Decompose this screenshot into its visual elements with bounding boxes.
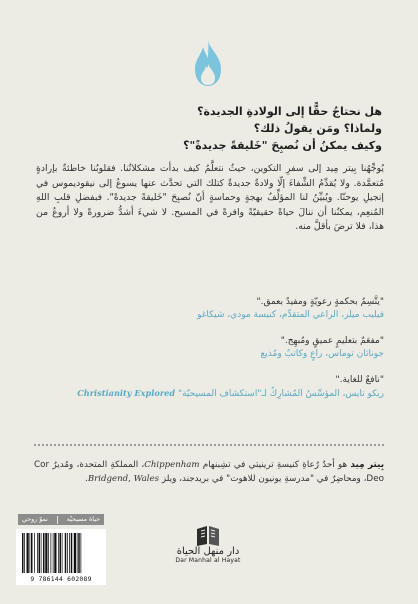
barcode-bar [51, 533, 52, 573]
barcode-bar [22, 533, 24, 573]
question-line: هل نحتاجُ حقًّا إلى الولادةِ الجديدة؟ [197, 105, 382, 118]
isbn-barcode [16, 529, 106, 585]
book-logo-icon [193, 524, 223, 548]
tag-separator [57, 516, 58, 524]
category-tag: حياة مسيحيّة [66, 516, 100, 523]
endorsement-item [34, 374, 384, 401]
barcode-bar [45, 533, 47, 573]
barcode-bar [37, 533, 38, 573]
author-org: Cor Deo [34, 460, 384, 484]
publisher-name-english: Dar Manhal al Hayat [175, 557, 241, 564]
endorsement-attribution [34, 387, 384, 401]
category-tags [18, 514, 104, 525]
question-block [42, 103, 382, 154]
barcode-bar [81, 533, 82, 573]
barcode-bar [71, 533, 73, 573]
barcode-bar [69, 533, 70, 573]
flame-icon [190, 38, 226, 88]
barcode-bar [74, 533, 76, 573]
barcode-bar [62, 533, 63, 573]
author-place-english: Chippenham [144, 460, 200, 470]
author-bio: بِيتر مِيد هو أحدُ رُعاةِ كنيسةِ ترينيتي في تشِبنهام Chippenham، المملكةِ المتحدة، ومُديرُ Cor Deo، ومحاضِرٌ في "مدرسةِ يونيون للاهوت" في بريدجند، ويلز Bridgend, Wales. [34, 460, 385, 484]
barcode-bar [53, 533, 54, 573]
endorsement-quote: "مفعَمٌ بتعليمٍ عميقٍ ومُبهِج." [280, 336, 384, 346]
endorsement-attribution: فيليب ميلر، الراعي المتقدِّم، كنيسة مودي، شيكاغو [197, 310, 384, 320]
intro-paragraph [36, 162, 384, 235]
barcode-bar [60, 533, 62, 573]
barcode-bar [24, 533, 25, 573]
barcode-bar [67, 533, 68, 573]
author-bio-text: ، ومحاضِرٌ في "مدرسةِ يونيون للاهوت" في بريدجند، ويلز [161, 474, 367, 484]
author-bio-text: هو أحدُ رُعاةِ كنيسةِ ترينيتي في تشِبنهام [202, 460, 348, 470]
publisher-logo [163, 524, 253, 564]
barcode-bar [34, 533, 35, 573]
divider [34, 444, 384, 446]
barcode-bars [22, 533, 100, 573]
endorsement-quote: "نافعٌ للغاية." [335, 375, 384, 385]
category-tag: نموّ روحي [22, 516, 48, 523]
endorsement-quote: "يتَّسِمُ بحكمةٍ رعويّةٍ ومفيدٌ بعمق." [256, 297, 384, 307]
barcode-bar [48, 533, 49, 573]
publisher-name-arabic: دار منهل الحياة [176, 546, 240, 557]
barcode-bar [30, 533, 31, 573]
endorsement-item [34, 335, 384, 361]
endorsement-attribution: جوناثان توماس، راعٍ وكاتبٌ ومُذيع [260, 349, 384, 359]
barcode-bar [65, 533, 67, 573]
endorsement-attribution-text: ريكو تايس، المؤسِّسُ المُشارِكُ لـ"استكشاف المسيحيّة" [177, 389, 384, 399]
barcode-bar [31, 533, 33, 573]
barcode-bar [78, 533, 80, 573]
author-bio-text: ، المملكةِ المتحدة، ومُديرُ [52, 460, 145, 470]
endorsements [34, 296, 384, 414]
endorsement-item [34, 296, 384, 322]
barcode-bar [39, 533, 41, 573]
question-line: وكيف يمكنُ أن نُصبِحَ "خَليقةً جديدةً"؟ [183, 139, 382, 152]
barcode-bar [41, 533, 42, 573]
barcode-bar [77, 533, 78, 573]
author-place-english: Bridgend, Wales [87, 474, 160, 484]
barcode-bar [58, 533, 59, 573]
endorsement-attribution-english: Christianity Explored [77, 388, 176, 398]
barcode-bar [43, 533, 45, 573]
intro-text: يُوجِّهُنا بِيتر مِيد إلى سفرِ التكوين، حيثُ نتعلَّمُ كيف بدأت مشكلاتُنا. فقلوبُنا خاطئةٌ بإرادةٍ مُتعمَّدة. ولا يُقدِّمُ الشِّفاءَ إلّا ولادةٌ جديدةٌ كتلك التي تحدَّث عنها يسوعُ إلى نيقوديموس في إنجيلِ يوحنّا. ويُبيِّنُ لنا المؤلِّفُ بهجةٍ وحماسةٍ أنّ نُصبِحَ "خَليقةً جديدةً". فبفضلِ قلبِ اللهِ المُنعِم، يمكنُنا أن ننالَ حياةً حقيقيّةً وافرةً في المسيح. لا شيءَ أشدُّ ضرورةً ولا أروعُ من هذا، فلا ترضَ بأقلَّ منه. [36, 163, 384, 233]
barcode-bar [27, 533, 29, 573]
barcode-number: 9 786144 602089 [30, 576, 92, 583]
question-line: ولماذا؟ ومَن يقولُ ذلك؟ [253, 122, 382, 135]
barcode-bar [54, 533, 56, 573]
author-name: بِيتر مِيد [350, 460, 385, 470]
